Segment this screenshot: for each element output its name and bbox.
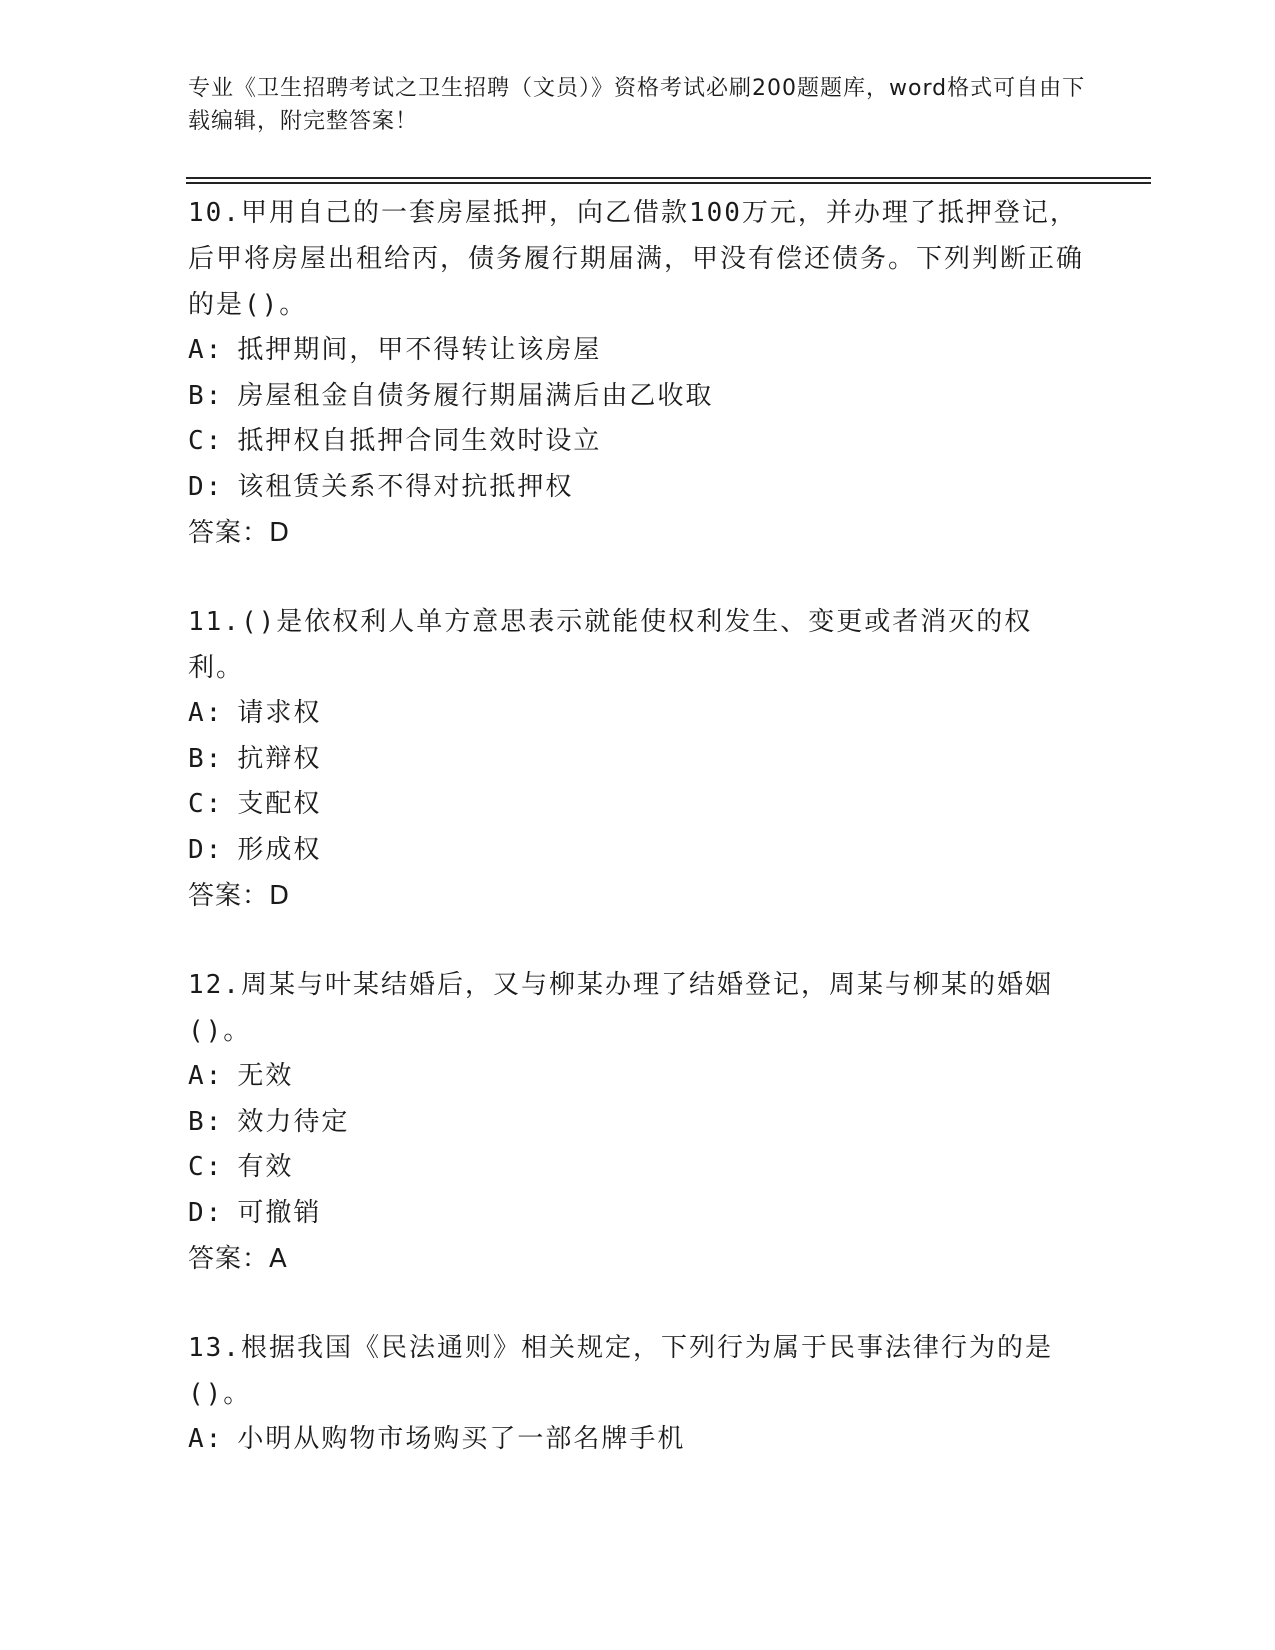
option-letter: C: — [188, 1152, 224, 1182]
header-divider-top — [186, 177, 1151, 179]
header-divider-bottom — [186, 182, 1151, 184]
question-spacer — [188, 556, 1088, 599]
option-letter: A: — [188, 698, 224, 728]
option-letter: A: — [188, 1424, 224, 1454]
option-letter: B: — [188, 743, 224, 774]
question-spacer — [188, 1282, 1088, 1325]
option-c — [188, 419, 1088, 465]
option-b — [188, 737, 1088, 783]
option-b — [188, 374, 1088, 420]
option-text: 抗辩权 — [237, 743, 322, 774]
answer-line: 答案：A — [188, 1244, 288, 1274]
option-d — [188, 1191, 1088, 1237]
option-text: 该租赁关系不得对抗抵押权 — [237, 471, 574, 502]
answer-line: 答案：D — [188, 881, 291, 911]
question-13 — [188, 1325, 1088, 1463]
question-10 — [188, 190, 1088, 556]
option-letter: B: — [188, 380, 224, 411]
question-stem: 12.周某与叶某结婚后，又与柳某办理了结婚登记，周某与柳某的婚姻()。 — [188, 970, 1053, 1046]
option-c — [188, 782, 1088, 828]
option-a — [188, 691, 1088, 737]
option-d — [188, 465, 1088, 511]
question-stem: 10.甲用自己的一套房屋抵押，向乙借款100万元，并办理了抵押登记，后甲将房屋出租给丙，债务履行期届满，甲没有偿还债务。下列判断正确的是()。 — [188, 198, 1085, 320]
option-letter: D: — [188, 1197, 224, 1228]
question-12 — [188, 962, 1088, 1282]
document-header — [188, 72, 1088, 138]
option-a — [188, 1054, 1088, 1100]
option-c — [188, 1145, 1088, 1191]
option-text: 形成权 — [237, 834, 322, 865]
option-letter: C: — [188, 789, 224, 819]
option-letter: B: — [188, 1106, 224, 1137]
option-letter: A: — [188, 335, 224, 365]
option-text: 支配权 — [237, 789, 322, 819]
option-b — [188, 1100, 1088, 1146]
option-letter: A: — [188, 1061, 224, 1091]
option-text: 请求权 — [237, 698, 322, 728]
question-spacer — [188, 919, 1088, 962]
option-text: 无效 — [237, 1061, 294, 1091]
question-stem: 11.()是依权利人单方意思表示就能使权利发生、变更或者消灭的权利。 — [188, 607, 1033, 683]
option-text: 抵押期间，甲不得转让该房屋 — [237, 335, 602, 365]
option-text: 有效 — [237, 1152, 294, 1182]
question-stem: 13.根据我国《民法通则》相关规定，下列行为属于民事法律行为的是()。 — [188, 1333, 1053, 1409]
option-text: 小明从购物市场购买了一部名牌手机 — [237, 1424, 686, 1454]
header-intro: 专业《卫生招聘考试之卫生招聘（文员）》资格考试必刷200题题库，word格式可自由下载编辑，附完整答案！ — [188, 76, 1086, 134]
option-a — [188, 328, 1088, 374]
answer-line: 答案：D — [188, 518, 291, 548]
option-d — [188, 828, 1088, 874]
option-text: 房屋租金自债务履行期届满后由乙收取 — [237, 380, 714, 411]
option-letter: C: — [188, 426, 224, 456]
option-letter: D: — [188, 471, 224, 502]
option-text: 可撤销 — [237, 1197, 322, 1228]
option-text: 抵押权自抵押合同生效时设立 — [237, 426, 602, 456]
option-text: 效力待定 — [237, 1106, 350, 1137]
option-letter: D: — [188, 834, 224, 865]
question-11 — [188, 599, 1088, 919]
question-list — [188, 190, 1088, 1463]
option-a — [188, 1417, 1088, 1463]
